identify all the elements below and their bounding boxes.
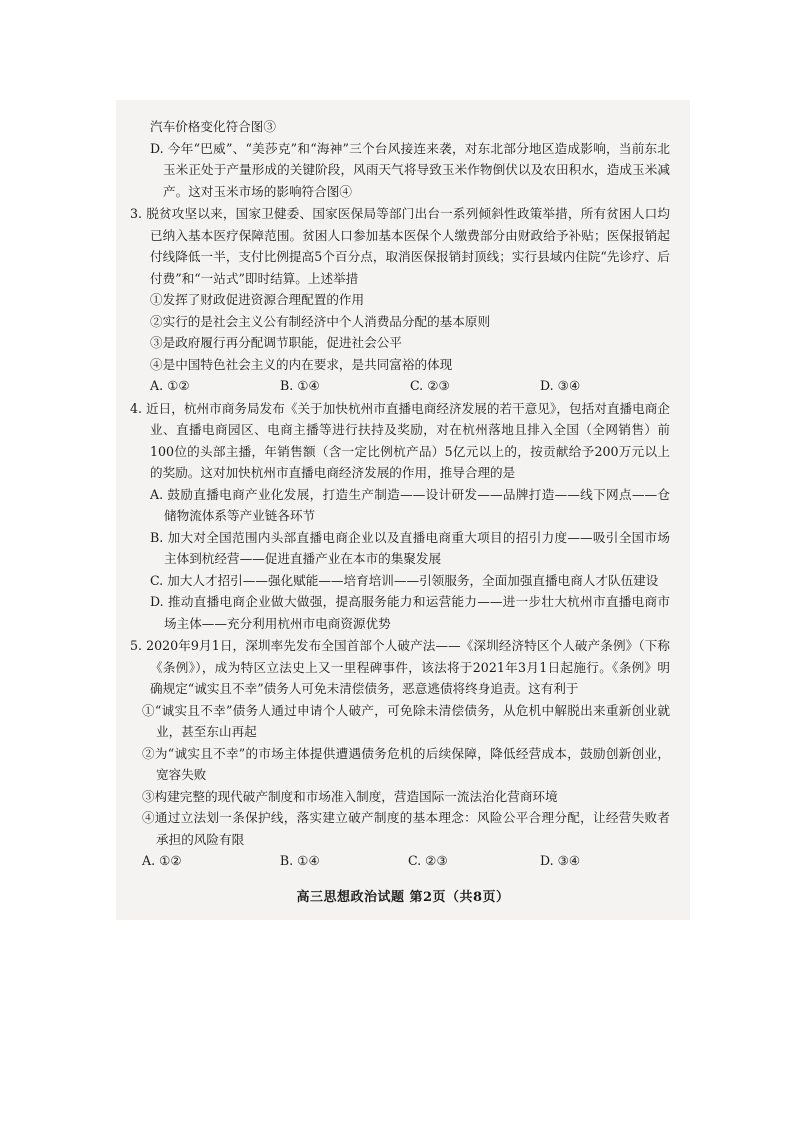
choice-a: A. ①② [142, 853, 182, 868]
page-footer: 高三思想政治试题 第2页（共8页） [296, 890, 510, 905]
statement-item: ④是中国特色社会主义的内在要求，是共同富裕的体现 [150, 356, 453, 372]
question-stem: 5. 2020年9月1日，深圳率先发布全国首部个人破产法——《深圳经济特区个人破产条例》（下称《条例》），成为特区立法史上又一里程碑事件，该法将于2021年3月1日起施行。《条例》明确规定“诚实且不幸”债务人可免未清偿债务，恶意逃债将终身追责。这有利于 [130, 638, 670, 696]
choice-a: A. ①② [150, 378, 190, 393]
choice-d: D. ③④ [540, 378, 581, 393]
option-c: C. 加大人才招引——强化赋能——培育培训——引领服务，全面加强直播电商人才队伍建设 [150, 572, 659, 588]
question-stem: 4. 近日，杭州市商务局发布《关于加快杭州市直播电商经济发展的若干意见》，包括对直播电商企业、直播电商园区、电商主播等进行扶持及奖励，对在杭州落地且排入全国（全网销售）前100位的头部主播，年销售额（含一定比例杭产品）5亿元以上的，按贡献给予200万元以上的奖励。这对加快杭州市直播电商经济发展的作用，推导合理的是 [130, 400, 670, 480]
statement-item: ③是政府履行再分配调节职能，促进社会公平 [150, 335, 402, 350]
exam-page [116, 100, 690, 920]
intro-option-d: D. 今年“巴威”、“美莎克”和“海神”三个台风接连来袭，对东北部分地区造成影响，当前东北玉米正处于产量形成的关键阶段，风雨天气将导致玉米作物倒伏以及农田积水，造成玉米减产。这对玉米市场的影响符合图④ [150, 140, 670, 199]
option-b: B. 加大对全国范围内头部直播电商企业以及直播电商重大项目的招引力度——吸引全国市场主体到杭经营——促进直播产业在本市的集聚发展 [150, 529, 670, 566]
choice-b: B. ①④ [279, 853, 320, 868]
option-d: D. 推动直播电商企业做大做强，提高服务能力和运营能力——进一步壮大杭州市直播电商市场主体——充分利用杭州市电商资源优势 [150, 594, 670, 631]
statement-item: ②实行的是社会主义公有制经济中个人消费品分配的基本原则 [150, 313, 491, 329]
statement-item: ③构建完整的现代破产制度和市场准入制度，营造国际一流法治化营商环境 [142, 788, 558, 804]
question-3 [130, 203, 670, 397]
choice-c: C. ②③ [407, 853, 448, 868]
question-4 [130, 398, 670, 635]
choice-d: D. ③④ [539, 853, 581, 868]
statement-item: ④通过立法划一条保护线，落实建立破产制度的基本理念：风险公平合理分配，让经营失败者承担的风险有限 [142, 810, 670, 847]
choice-c: C. ②③ [410, 378, 450, 393]
page-content [130, 116, 670, 872]
question-5 [130, 635, 670, 872]
statement-item: ①发挥了财政促进资源合理配置的作用 [150, 292, 365, 307]
option-a: A. 鼓励直播电商产业化发展，打造生产制造——设计研发——品牌打造——线下网点——仓储物流体系等产业链各环节 [150, 486, 670, 523]
statement-item: ②为“诚实且不幸”的市场主体提供遭遇债务危机的后续保障，降低经营成本，鼓励创新创业，宽容失败 [142, 745, 670, 782]
answer-choices [130, 375, 670, 397]
question-stem: 3. 脱贫攻坚以来，国家卫健委、国家医保局等部门出台一系列倾斜性政策举措，所有贫困人口均已纳入基本医疗保障范围。贫困人口参加基本医保个人缴费部分由财政给予补贴；医保报销起付线降低一半，支付比例提高5个百分点，取消医保报销封顶线；实行县域内住院“先诊疗、后付费”和“一站式”即时结算。上述举措 [130, 206, 670, 286]
choice-b: B. ①④ [280, 378, 320, 393]
statement-item: ①“诚实且不幸”债务人通过申请个人破产，可免除未清偿债务，从危机中解脱出来重新创业就业，甚至东山再起 [142, 702, 670, 739]
answer-choices [130, 850, 670, 872]
intro-line: 汽车价格变化符合图③ [150, 119, 276, 134]
